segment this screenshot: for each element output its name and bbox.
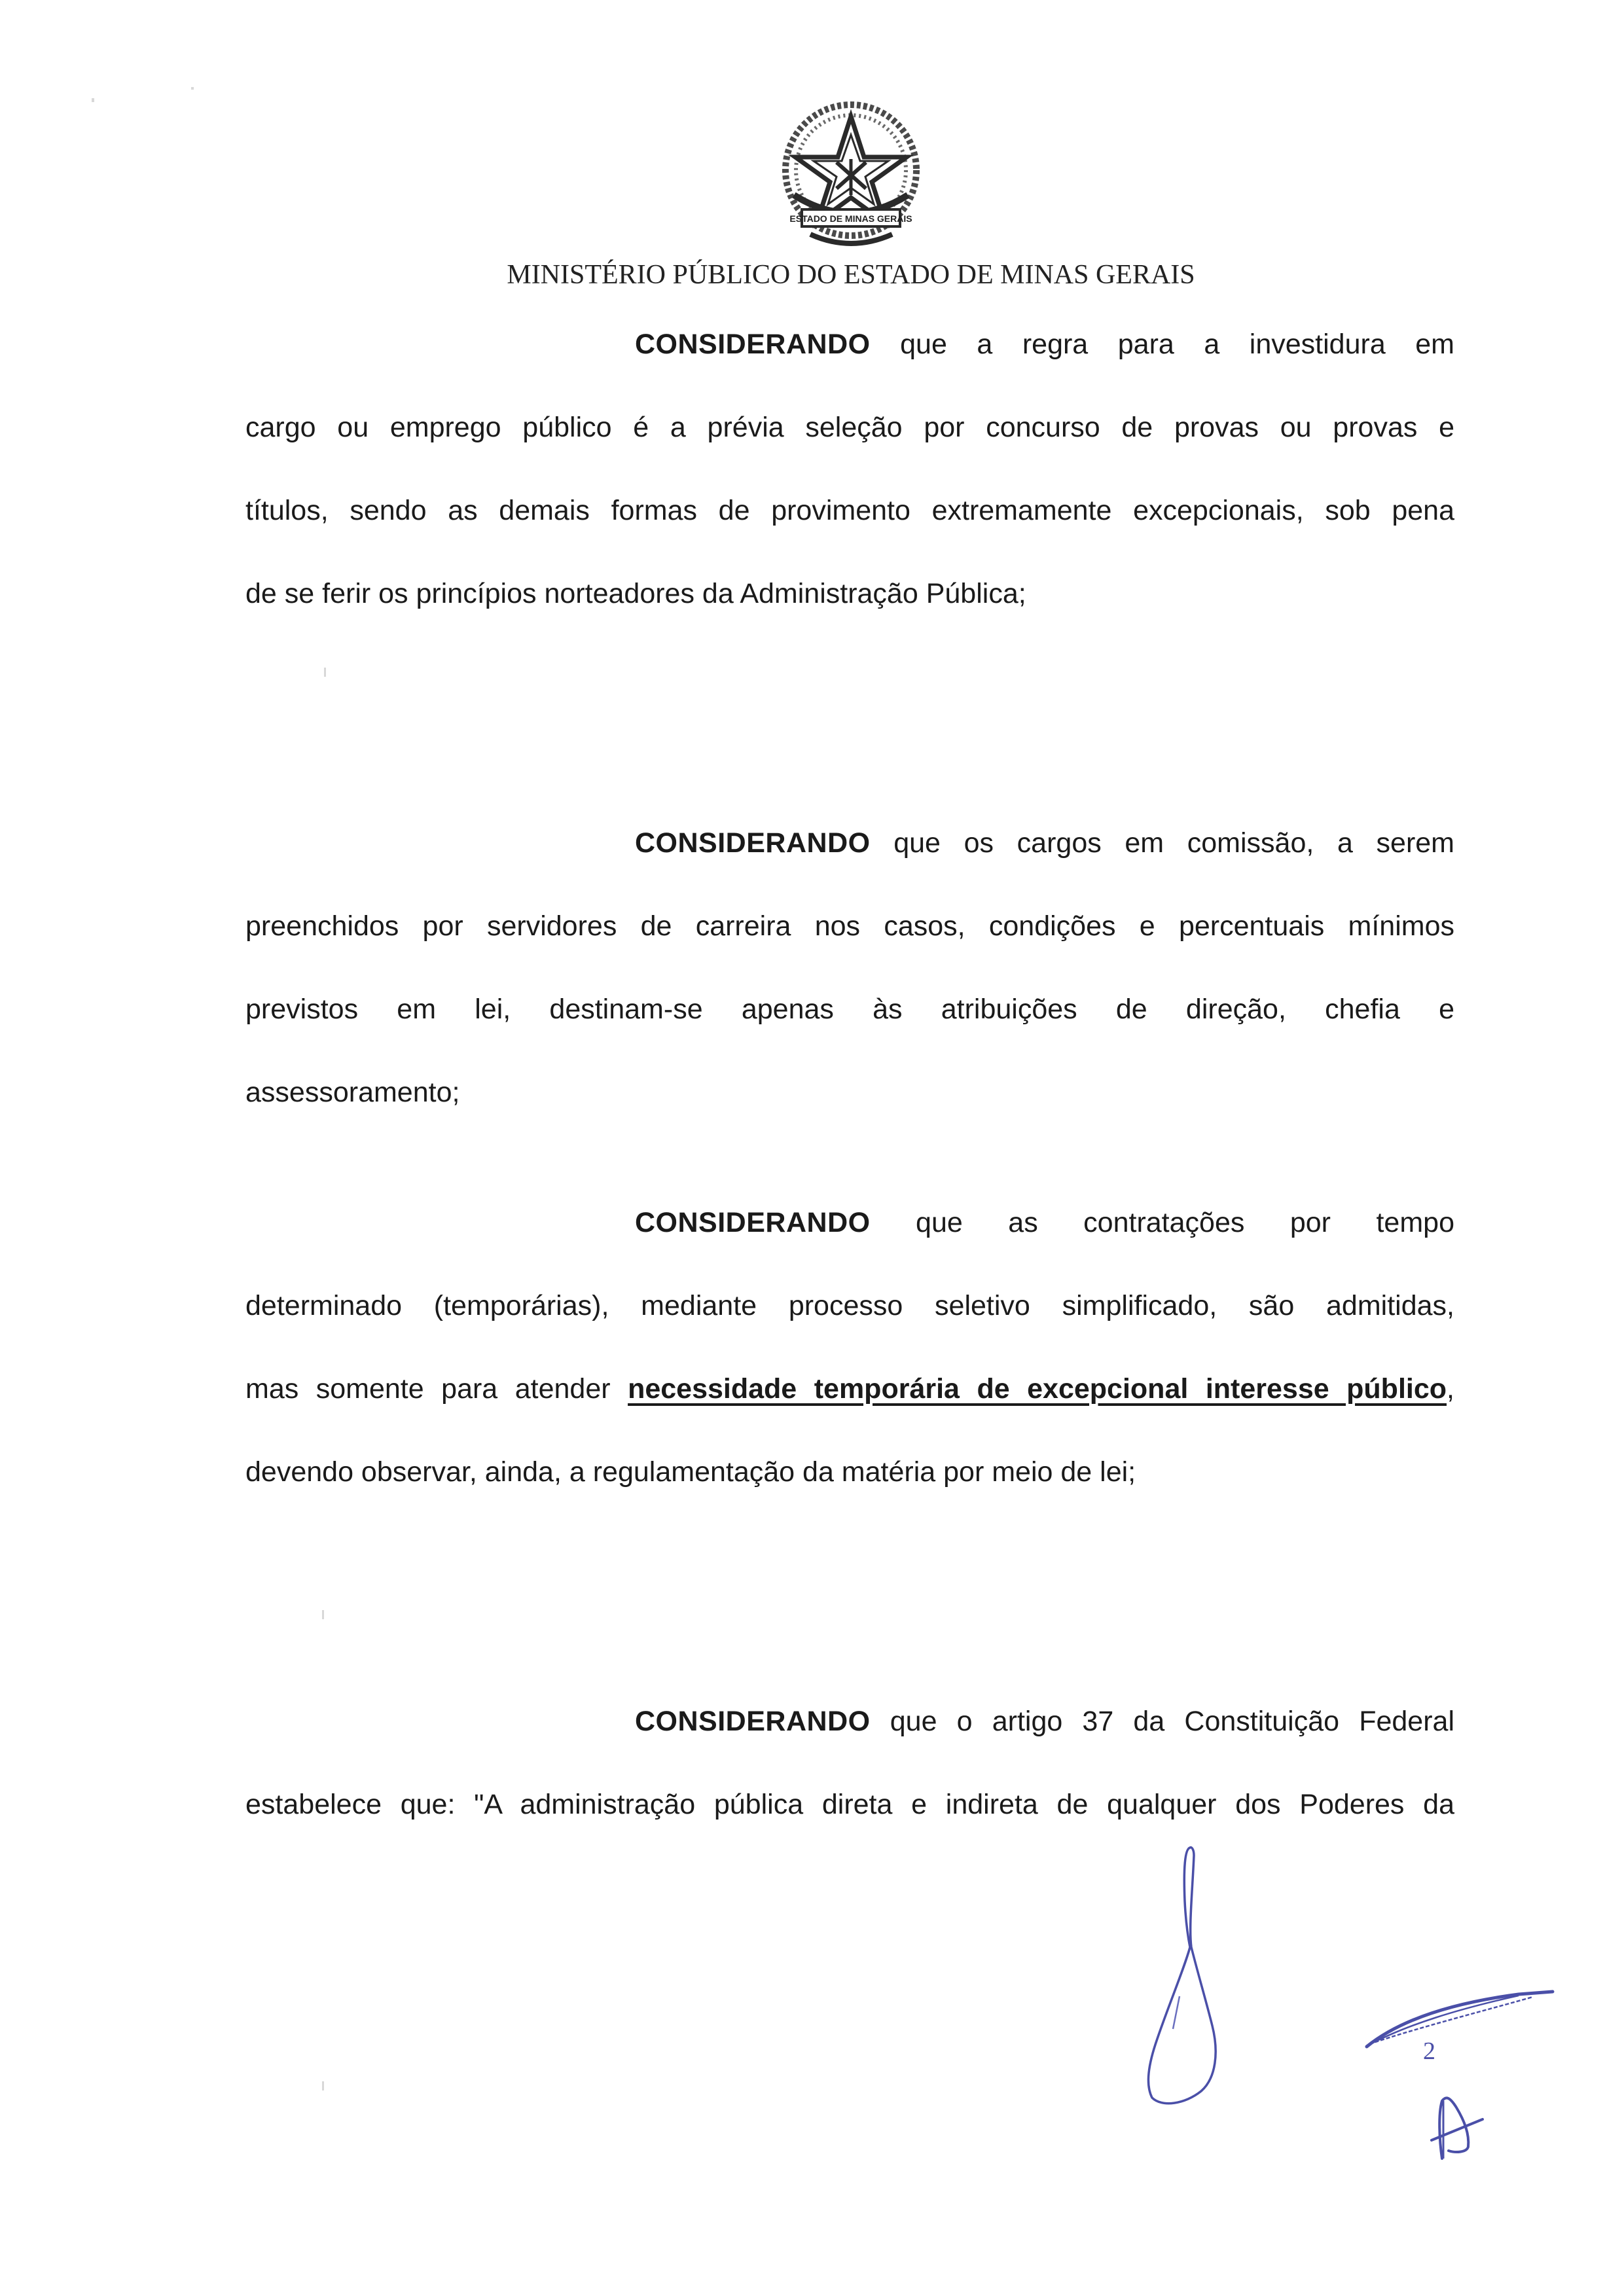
underlined-emphasis: necessidade temporária de excepcional interesse público	[628, 1373, 1447, 1405]
rubric-initials-signature-icon	[1430, 2094, 1489, 2163]
scan-speck	[322, 2081, 324, 2090]
paragraph-line: estabelece que: "A administração pública direta e indireta de qualquer dos Poderes da	[245, 1789, 1454, 1820]
line-text: ,	[1447, 1373, 1454, 1405]
page-number: 2	[1423, 2037, 1435, 2065]
paragraph-line: previstos em lei, destinam-se apenas às atribuições de direção, chefia e	[245, 994, 1454, 1025]
line-text: que o artigo 37 da Constituição Federal	[870, 1706, 1454, 1737]
line-text: que as contratações por tempo	[870, 1207, 1454, 1238]
scan-speck	[322, 1610, 324, 1619]
considerando-keyword: CONSIDERANDO	[635, 1207, 871, 1238]
paragraph-line: devendo observar, ainda, a regulamentação da matéria por meio de lei;	[245, 1456, 1136, 1488]
paragraph-line	[635, 1703, 1454, 1740]
initial-flourish-signature-icon	[1361, 1986, 1558, 2052]
paragraph-line: de se ferir os princípios norteadores da Administração Pública;	[245, 578, 1026, 609]
paragraph-line: cargo ou emprego público é a prévia seleção por concurso de provas ou provas e	[245, 412, 1454, 443]
scan-speck	[324, 668, 326, 677]
paragraph-line: assessoramento;	[245, 1077, 460, 1108]
paragraph-line: determinado (temporárias), mediante processo seletivo simplificado, são admitidas,	[245, 1290, 1454, 1321]
scan-speck	[191, 87, 194, 90]
line-text: que os cargos em comissão, a serem	[870, 827, 1454, 859]
paragraph-line: preenchidos por servidores de carreira nos casos, condições e percentuais mínimos	[245, 910, 1454, 942]
institution-header: MINISTÉRIO PÚBLICO DO ESTADO DE MINAS GERAIS	[507, 260, 1195, 290]
paragraph-line	[635, 1204, 1454, 1241]
scan-speck	[92, 98, 94, 102]
line-text: mas somente para atender	[245, 1373, 628, 1405]
loop-signature-icon	[1139, 1842, 1227, 2114]
coat-of-arms-seal-icon	[774, 97, 928, 253]
paragraph-line	[635, 326, 1454, 363]
paragraph-line	[245, 1371, 1454, 1407]
considerando-keyword: CONSIDERANDO	[635, 827, 871, 859]
paragraph-line	[635, 825, 1454, 861]
seal-text: ESTADO DE MINAS GERAIS	[789, 213, 912, 224]
considerando-keyword: CONSIDERANDO	[635, 329, 871, 360]
considerando-keyword: CONSIDERANDO	[635, 1706, 871, 1737]
line-text: que a regra para a investidura em	[870, 329, 1454, 360]
paragraph-line: títulos, sendo as demais formas de provimento extremamente excepcionais, sob pena	[245, 495, 1454, 526]
